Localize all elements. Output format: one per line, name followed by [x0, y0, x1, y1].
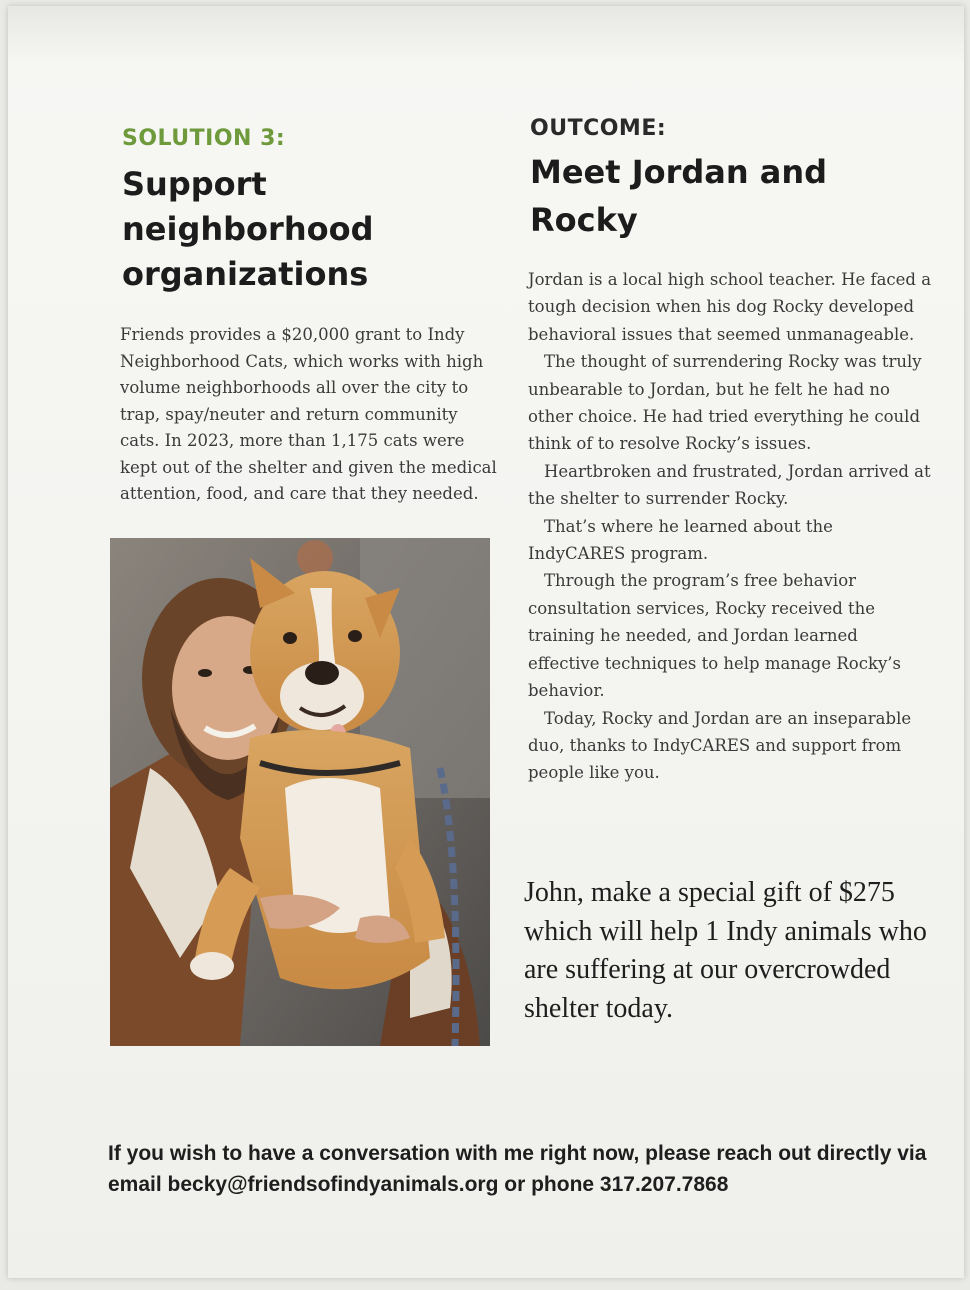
story-paragraph: Heartbroken and frustrated, Jordan arrived at the shelter to surrender Rocky.: [528, 461, 931, 509]
solution-body: Friends provides a $20,000 grant to Indy Neighborhood Cats, which works with high volume neighborhoods all over the city to trap, spay/neuter and return community cats. In 2023, more than 1,175 cats were kept out of the shelter and given the medical attention, food, and care that they needed.: [120, 325, 497, 503]
story-paragraph: The thought of surrendering Rocky was truly unbearable to Jordan, but he felt he had no other choice. He had tried everything he could think of to resolve Rocky’s issues.: [528, 352, 922, 454]
man-holding-dog-photo: [110, 538, 490, 1046]
story-paragraph: Through the program’s free behavior consultation services, Rocky received the training he needed, and Jordan learned effective techniques to help manage Rocky’s behavior.: [528, 571, 901, 701]
story-paragraph: Today, Rocky and Jordan are an inseparable duo, thanks to IndyCARES and support from people like you.: [528, 708, 912, 783]
solution-kicker: SOLUTION 3:: [122, 126, 286, 151]
letter-page: [8, 6, 964, 1278]
contact-info: If you wish to have a conversation with me right now, please reach out directly via email becky@friendsofindyanimals.org or phone 317.207.7868: [108, 1142, 927, 1196]
paper-shadow: [8, 6, 964, 66]
story-paragraph: Jordan is a local high school teacher. He faced a tough decision when his dog Rocky developed behavioral issues that seemed unmanageable.: [528, 270, 932, 344]
story-paragraph: That’s where he learned about the IndyCARES program.: [528, 516, 833, 564]
donation-appeal: John, make a special gift of $275 which will help 1 Indy animals who are suffering at our overcrowded shelter today.: [524, 877, 927, 1024]
outcome-kicker: OUTCOME:: [530, 116, 667, 141]
outcome-title: Meet Jordan and Rocky: [530, 153, 828, 239]
photo-illustration: [110, 538, 490, 1046]
story-text: [528, 266, 933, 787]
solution-title: Support neighborhood organizations: [122, 165, 374, 293]
